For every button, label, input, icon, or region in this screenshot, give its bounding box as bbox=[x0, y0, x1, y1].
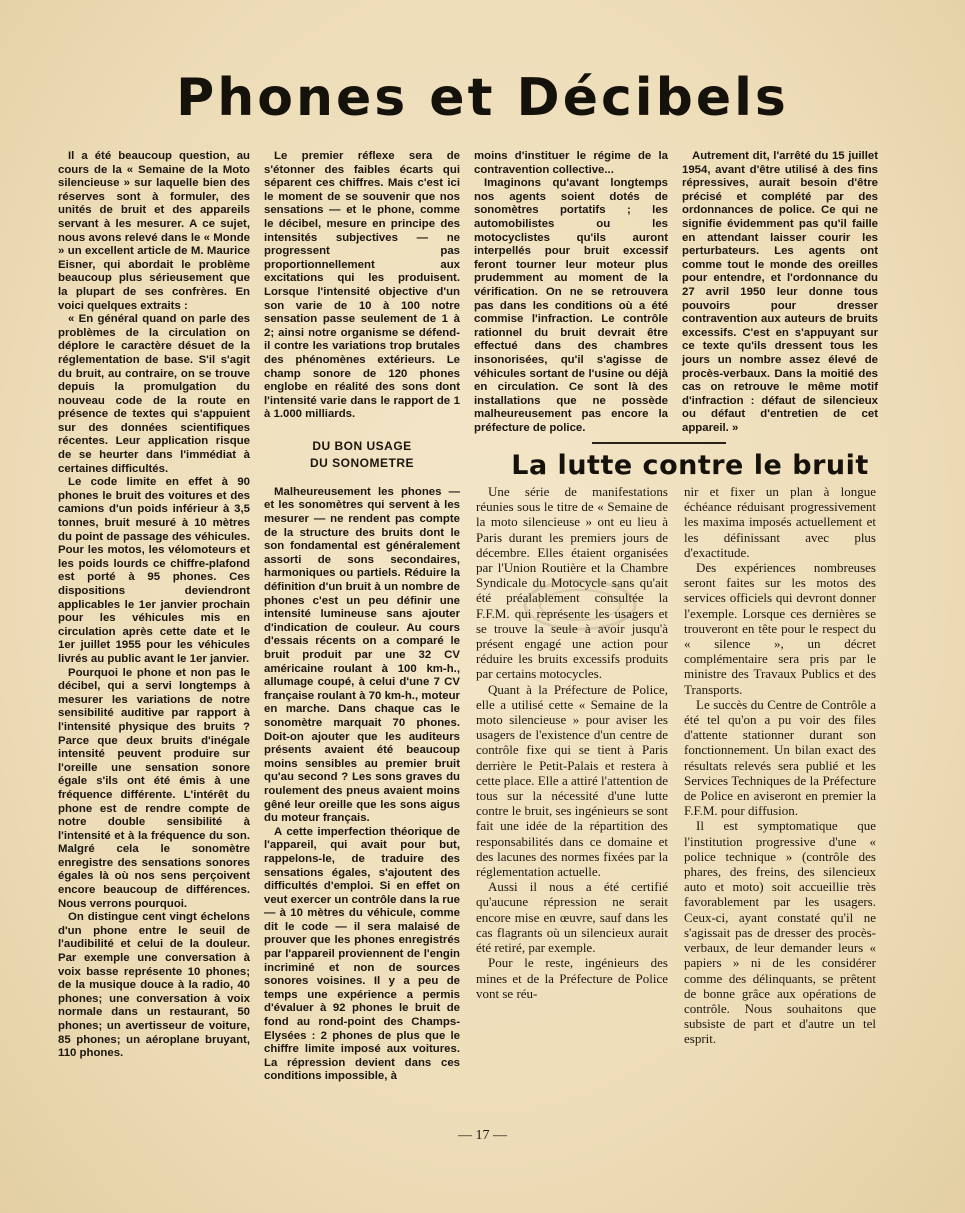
paragraph: On distingue cent vingt échelons d'un phone entre le seuil de l'audibilité et celui de la douleur. Par exemple une conversation à voix basse représente 10 phones; de la musique douce à la radio, 40 phones; une conversation à voix normale dans un restaurant, 50 phones; un avertisseur de voiture, 85 phones; un aéroplane bruyant, 110 phones. bbox=[58, 911, 250, 1060]
section-divider bbox=[592, 442, 726, 444]
column-2 bbox=[264, 150, 460, 1084]
paragraph: Imaginons qu'avant longtemps nos agents soient dotés de sonomètres portatifs ; les automobilistes ou les motocyclistes qu'ils auront interpellés pour bruit excessif feront tourner leur moteur plus prudemment au moment de la vérification. On ne se retrouvera pas dans les conditions où a été commise l'infraction. Le contrôle rationnel du bruit devrait être effectué dans des chambres insonorisées, qu'il s'agisse de véhicules sortant de l'usine ou déjà en circulation. Ce sont là des installations que ne possède malheureusement pas encore la préfecture de police. bbox=[474, 177, 668, 434]
column-3 bbox=[474, 150, 668, 435]
paragraph: moins d'instituer le régime de la contravention collective... bbox=[474, 150, 668, 176]
section-subheading bbox=[264, 438, 460, 472]
paragraph: Quant à la Préfecture de Police, elle a utilisé cette « Semaine de la moto silencieuse » pour aviser les usagers de l'existence d'un centre de contrôle fixe qui se tient à Paris derrière le Petit-Palais et restera à cette place. Elle a attiré l'attention de tous sur la nécessité d'une lutte contre le bruit, ses ingénieurs se sont fait une idée de la répartition des responsabilités dans ce domaine et des lacunes des normes fixées par la réglementation actuelle. bbox=[476, 681, 668, 880]
paragraph: nir et fixer un plan à longue échéance réduisant progressivement les maxima imposés actuellement et les définissant avec plus d'exactitude. bbox=[684, 484, 876, 560]
paragraph: Le succès du Centre de Contrôle a été tel qu'on a pu voir des files d'attente stationner durant son fonctionnement. Un bilan exact des résultats relevés sera publié et les Services Techniques de la Préfecture de Police en aviseront en premier la F.F.M. pour diffusion. bbox=[684, 696, 876, 819]
article-title: Phones et Décibels bbox=[176, 68, 789, 128]
paragraph: Pourquoi le phone et non pas le décibel, qui a servi longtemps à mesurer les variations de notre sensibilité auditive par rapport à l'intensité physique des bruits ? Parce que deux bruits d'inégale intensité peuvent produire sur l'oreille une sensation sonore égale s'ils ont été émis à une fréquence différente. L'intérêt du phone est de rendre compte de notre double sensibilité à l'intensité et à la fréquence du son. Malgré cela le sonomètre enregistre des sensations sonores égales là où nos sens perçoivent encore beaucoup de différences. Nous verrons pourquoi. bbox=[58, 666, 250, 910]
paragraph: Aussi il nous a été certifié qu'aucune répression ne serait encore mise en œuvre, sauf dans les cas flagrants où un silencieux aurait été retiré, par exemple. bbox=[476, 879, 668, 956]
paragraph: Le premier réflexe sera de s'étonner des faibles écarts qui séparent ces chiffres. Mais c'est ici le moment de se souvenir que nos sensations — et le phone, comme le décibel, mesure en principe des intensités subjectives — ne progressent pas proportionnellement aux excitations qui les produisent. Lorsque l'intensité objective d'un son varie de 10 à 100 notre sensation passe seulement de 1 à 2; ainsi notre organisme se défend-il contre les variations trop brutales des phénomènes extérieurs. Le champ sonore de 120 phones englobe en réalité des sons dont l'intensité varie dans le rapport de 1 à 1.000 milliards. bbox=[264, 150, 460, 421]
paragraph: Des expériences nombreuses seront faites sur les motos des services officiels qui devront donner l'exemple. Lorsque ces dernières se trouveront en tête pour le respect du « silence », un décret complémentaire sera pris par le ministre des Travaux Publics et des Transports. bbox=[684, 560, 876, 697]
column-4 bbox=[682, 150, 878, 435]
paragraph: « En général quand on parle des problèmes de la circulation on déplore le caractère désuet de la réglementation de base. S'il s'agit du bruit, au contraire, on se trouve depuis la promulgation du nouveau code de la route en présence de textes qui s'appuient sur des données scientifiques récentes. Leur application risque de se heurter dans l'immédiat à certaines difficultés. bbox=[58, 313, 250, 475]
lutte-column-1 bbox=[476, 484, 668, 1001]
paragraph: Le code limite en effet à 90 phones le bruit des voitures et des camions d'un poids inférieur à 3,5 tonnes, bruit mesuré à 10 mètres du point de passage des véhicules. Pour les motos, les vélomoteurs et les poids lourds ce chiffre-plafond est porté à 95 phones. Ces dispositions deviendront applicables le 1er janvier prochain pour les véhicules mis en circulation après cette date et le 1er juillet 1955 pour les véhicules livrés au public avant le 1er janvier. bbox=[58, 476, 250, 665]
paragraph: A cette imperfection théorique de l'appareil, qui avait pour but, rappelons-le, de traduire des sensations égales, s'ajoutent des difficultés d'emploi. Si en effet on veut exercer un contrôle dans la rue — à 10 mètres du véhicule, comme dit le code — il sera malaisé de prouver que les phones enregistrés par l'appareil proviennent de l'engin incriminé et non de sources sonores voisines. Il y a peu de temps une expérience a permis d'évaluer à 92 phones le bruit de fond au rond-point des Champs-Elysées : 2 phones de plus que le chiffre limite imposé aux voitures. La répression devient dans ces conditions impossible, à bbox=[264, 825, 460, 1083]
paragraph: Il est symptomatique que l'institution progressive d'une « police technique » (contrôle des phares, des freins, des silencieux auto et moto) soit accueillie très favorablement par les usagers. Ceux-ci, ayant constaté qu'il ne s'agissait pas de dresser des procès-verbaux, de leur demander leurs « papiers » ni de les considérer comme des délinquants, se prêtent de bonne grâce aux opérations de contrôle. Nous souhaitons que subsiste de part et d'autre un tel esprit. bbox=[684, 818, 876, 1047]
page-number: — 17 — bbox=[458, 1128, 507, 1143]
section-title: La lutte contre le bruit bbox=[511, 450, 869, 481]
column-1 bbox=[58, 150, 250, 1061]
paragraph: Une série de manifestations réunies sous le titre de « Semaine de la moto silencieuse » ont eu lieu à Paris durant les premiers jours de décembre. Elles étaient organisées par l'Union Routière et la Chambre Syndicale du Motocycle sans qu'ait été préalablement consultée la F.F.M. qui représente les usagers et se trouve la seule à avoir jusqu'à présent engagé une action pour réduire les bruits excessifs produits par certains motocycles. bbox=[476, 484, 668, 682]
paragraph: Autrement dit, l'arrêté du 15 juillet 1954, avant d'être utilisé à des fins répressives, aurait besoin d'être précisé et complété par des ordonnances de police. Ce qui ne signifie évidemment pas qu'il faille en attendant laisser courir les perturbateurs. Les agents ont comme tout le monde des oreilles pour entendre, et l'ordonnance du 27 avril 1950 leur donne tous pouvoirs pour dresser contravention aux auteurs de bruits excessifs. C'est en s'appuyant sur ce texte qu'ils dressent tous les jours un nombre assez élevé de procès-verbaux. Dans la moitié des cas on retrouve le même motif d'infraction : défaut de silencieux ou défaut d'entretien de cet appareil. » bbox=[682, 150, 878, 434]
subheading-line: DU BON USAGE bbox=[312, 438, 412, 453]
paragraph: Pour le reste, ingénieurs des mines et de la Préfecture de Police vont se réu- bbox=[476, 955, 668, 1001]
library-stamp-mark bbox=[520, 575, 640, 635]
paragraph: Malheureusement les phones — et les sonomètres qui servent à les mesurer — ne rendent pas compte de la structure des bruits dont le son fondamental est généralement assorti de sons secondaires, harmoniques ou partiels. Réduire la définition d'un bruit à un nombre de phones c'est un peu définir une intensité lumineuse sans ajouter d'indication de couleur. Au cours d'essais récents on a comparé le bruit produit par une 32 CV américaine roulant à 100 km-h., allumage coupé, à celui d'une 7 CV française roulant à 70 km-h., moteur en marche. Dans chaque cas le sonomètre marquait 70 phones. Doit-on ajouter que les auditeurs présents avaient été beaucoup moins sensibles au premier bruit qu'au second ? Les sons graves du roulement des pneus avaient moins gêné leur oreille que les sons aigus du moteur français. bbox=[264, 485, 460, 825]
paragraph: Il a été beaucoup question, au cours de la « Semaine de la Moto silencieuse » sur laquelle bien des réserves sont à formuler, des unités de bruit et des appareils servant à les mesurer. A ce sujet, nous avons relevé dans le « Monde » un excellent article de M. Maurice Eisner, qui abordait le problème beaucoup plus sérieusement que la plupart de ses confrères. En voici quelques extraits : bbox=[58, 150, 250, 312]
lutte-column-2 bbox=[684, 484, 876, 1047]
subheading-line: DU SONOMETRE bbox=[309, 455, 414, 470]
